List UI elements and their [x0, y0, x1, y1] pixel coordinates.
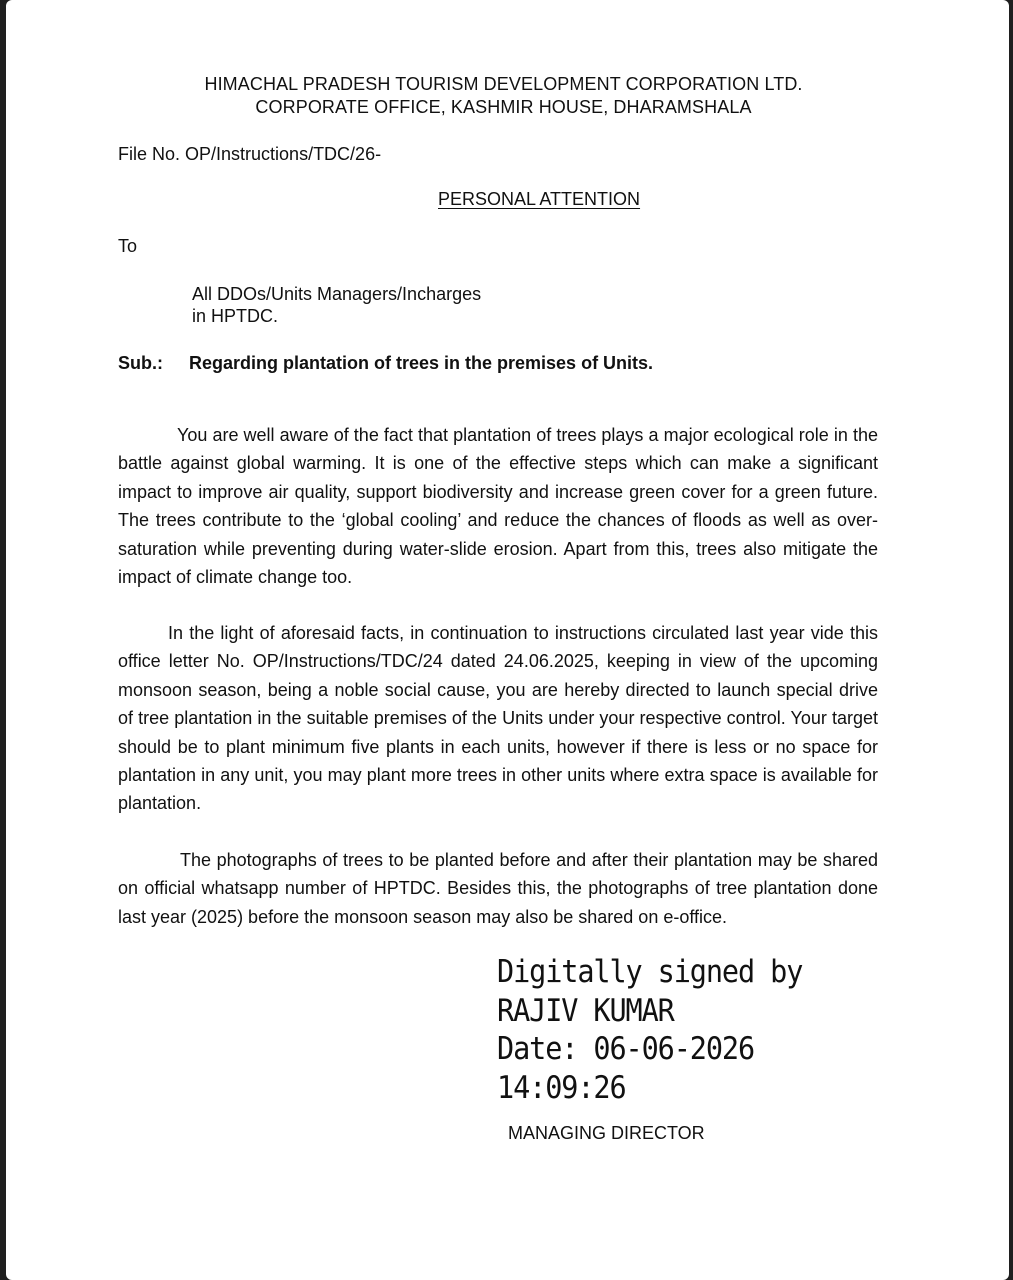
- designation: MANAGING DIRECTOR: [508, 1123, 705, 1143]
- signature-line-1: Digitally signed by: [497, 954, 803, 990]
- recipient-line-1: All DDOs/Units Managers/Incharges: [192, 284, 482, 304]
- body-paragraph-1: You are well aware of the fact that plantation of trees plays a major ecological role in the battle against global warming. It is one of the effective steps which can make a significant impact to improve air quality, support biodiversity and increase green cover for a green future. The trees contribute to the ‘global cooling’ and reduce the chances of floods as well as over-saturation while preventing during water-slide erosion. Apart from this, trees also mitigate the impact of climate change too.: [118, 425, 878, 588]
- subject-text: Regarding plantation of trees in the premises of Units.: [189, 353, 654, 373]
- signature-line-4: 14:09:26: [497, 1069, 626, 1106]
- subject-label: Sub.:: [118, 353, 163, 373]
- letter-page: [6, 0, 1009, 1280]
- letterhead-organization: HIMACHAL PRADESH TOURISM DEVELOPMENT CORPORATION LTD.: [204, 74, 803, 94]
- digital-signature-block: [497, 953, 802, 1107]
- file-number: File No. OP/Instructions/TDC/26-: [118, 144, 382, 164]
- signature-line-2: RAJIV KUMAR: [497, 992, 674, 1029]
- body-paragraph-2: In the light of aforesaid facts, in continuation to instructions circulated last year vide this office letter No. OP/Instructions/TDC/24 dated 24.06.2025, keeping in view of the upcoming monsoon season, being a noble social cause, you are hereby directed to launch special drive of tree plantation in the suitable premises of the Units under your respective control. Your target should be to plant minimum five plants in each units, however if there is less or no space for plantation in any unit, you may plant more trees in other units where extra space is available for plantation.: [118, 623, 878, 814]
- recipient-line-2: in HPTDC.: [192, 306, 279, 326]
- body-paragraph-3: The photographs of trees to be planted before and after their plantation may be shared on official whatsapp number of HPTDC. Besides this, the photographs of tree plantation done last year (2025) before the monsoon season may also be shared on e-office.: [118, 850, 878, 927]
- signature-line-3: Date: 06-06-2026: [497, 1031, 755, 1067]
- letterhead-address: CORPORATE OFFICE, KASHMIR HOUSE, DHARAMSHALA: [255, 97, 752, 117]
- to-label: To: [118, 236, 138, 256]
- personal-attention-heading: PERSONAL ATTENTION: [438, 189, 641, 209]
